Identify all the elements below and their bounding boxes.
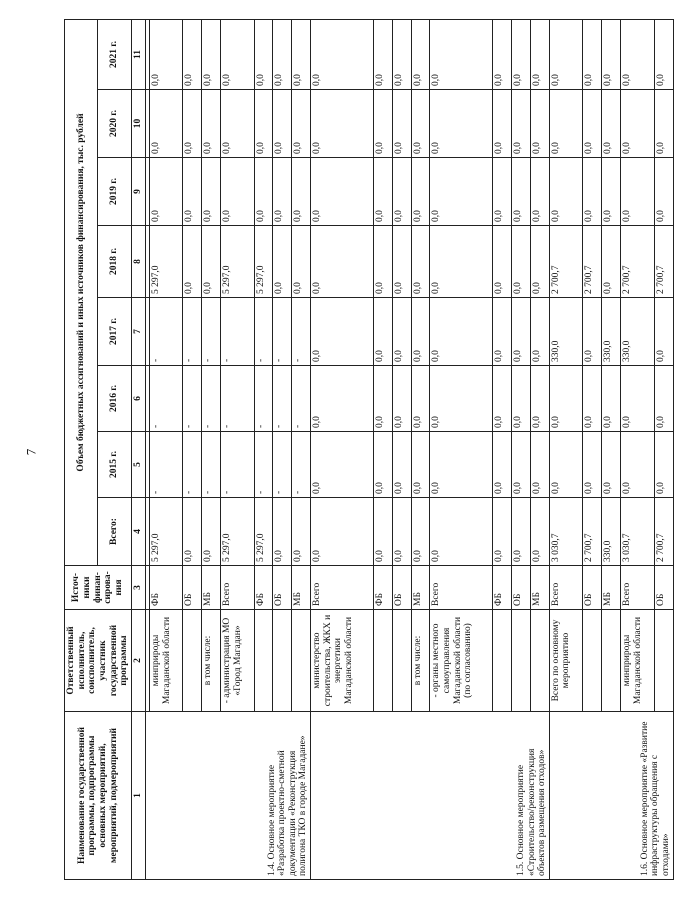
value-cell: 0,0 <box>392 226 411 298</box>
value-cell: 0,0 <box>549 158 583 226</box>
value-cell: 0,0 <box>512 226 531 298</box>
value-cell: 0,0 <box>512 366 531 432</box>
value-cell: 0,0 <box>202 19 221 89</box>
responsible-cell: минприроды Магаданской области <box>620 610 654 712</box>
value-cell: 0,0 <box>430 366 493 432</box>
value-cell: 0,0 <box>493 498 512 566</box>
source-cell: Всего <box>430 566 493 610</box>
value-cell: 0,0 <box>373 298 392 366</box>
value-cell: 0,0 <box>373 158 392 226</box>
header-col-numbers-row <box>131 19 145 879</box>
value-cell: 0,0 <box>602 366 621 432</box>
value-cell: 0,0 <box>202 498 221 566</box>
value-cell: - <box>221 366 255 432</box>
col-number-7: 7 <box>131 298 145 366</box>
value-cell: 0,0 <box>512 19 531 89</box>
source-cell: МБ <box>411 566 430 610</box>
value-cell: 0,0 <box>202 226 221 298</box>
source-cell: ОБ <box>654 566 673 610</box>
value-cell: 0,0 <box>311 19 374 89</box>
value-cell: 0,0 <box>549 19 583 89</box>
value-cell: 0,0 <box>392 498 411 566</box>
source-cell: Всего <box>620 566 654 610</box>
value-cell: 0,0 <box>620 19 654 89</box>
source-cell: Всего <box>549 566 583 610</box>
value-cell: 0,0 <box>221 90 255 158</box>
value-cell: 2 700,7 <box>654 226 673 298</box>
value-cell: 0,0 <box>654 19 673 89</box>
col-number-6: 6 <box>131 366 145 432</box>
value-cell: 0,0 <box>273 498 292 566</box>
header-year-3: 2017 г. <box>98 298 131 366</box>
value-cell: 0,0 <box>620 366 654 432</box>
responsible-cell: Всего по основному мероприятию <box>549 610 583 712</box>
value-cell: 0,0 <box>583 90 602 158</box>
value-cell: 5 297,0 <box>149 226 183 298</box>
value-cell: 0,0 <box>583 366 602 432</box>
value-cell: 330,0 <box>549 298 583 366</box>
value-cell: 0,0 <box>654 298 673 366</box>
source-cell: ФБ <box>254 566 273 610</box>
financing-table <box>64 19 674 880</box>
header-responsible: Ответственный исполнитель, соисполнитель, участник государственной программы <box>65 610 132 712</box>
col-number-3: 3 <box>131 566 145 610</box>
value-cell: 3 030,7 <box>549 498 583 566</box>
measure-name: 1.4. Основное мероприятие «Разработка проектно-сметной документации «Реконструкция полигона ТКО в городе Магадане» <box>145 712 310 880</box>
value-cell: 0,0 <box>392 298 411 366</box>
value-cell: 0,0 <box>373 90 392 158</box>
value-cell: 0,0 <box>311 226 374 298</box>
value-cell: - <box>273 298 292 366</box>
value-cell: 0,0 <box>530 498 549 566</box>
responsible-cell: - администрация МО «Город Магадан» <box>221 610 255 712</box>
value-cell: 0,0 <box>512 90 531 158</box>
value-cell: 0,0 <box>392 366 411 432</box>
value-cell: 0,0 <box>311 498 374 566</box>
col-number-1: 1 <box>131 712 145 880</box>
responsible-cell: министерство строительства, ЖКХ и энергетики Магаданской области <box>311 610 374 712</box>
value-cell: 0,0 <box>602 226 621 298</box>
source-cell: МБ <box>292 566 311 610</box>
value-cell: 0,0 <box>221 158 255 226</box>
value-cell: 0,0 <box>411 226 430 298</box>
value-cell: 0,0 <box>620 158 654 226</box>
col-number-11: 11 <box>131 19 145 89</box>
value-cell: 0,0 <box>530 90 549 158</box>
value-cell: 0,0 <box>183 158 202 226</box>
value-cell: 0,0 <box>530 19 549 89</box>
value-cell: 0,0 <box>549 90 583 158</box>
header-year-5: 2019 г. <box>98 158 131 226</box>
value-cell: 0,0 <box>183 226 202 298</box>
responsible-cell <box>292 610 311 712</box>
value-cell: 0,0 <box>254 90 273 158</box>
value-cell: - <box>254 432 273 498</box>
value-cell: 0,0 <box>512 158 531 226</box>
value-cell: 0,0 <box>430 19 493 89</box>
value-cell: 0,0 <box>583 432 602 498</box>
value-cell: 0,0 <box>493 226 512 298</box>
value-cell: - <box>149 366 183 432</box>
value-cell: 2 700,7 <box>654 498 673 566</box>
col-number-2: 2 <box>131 610 145 712</box>
value-cell: - <box>202 366 221 432</box>
table-row <box>311 19 374 879</box>
value-cell: 0,0 <box>411 158 430 226</box>
value-cell: 0,0 <box>292 158 311 226</box>
value-cell: 0,0 <box>654 158 673 226</box>
measure-name: 1.5. Основное мероприятие «Строительство/реконструкция объектов размещения отходов» <box>311 712 550 880</box>
value-cell: 0,0 <box>311 298 374 366</box>
value-cell: 5 297,0 <box>221 498 255 566</box>
value-cell: 0,0 <box>392 90 411 158</box>
value-cell: 0,0 <box>311 158 374 226</box>
value-cell: 0,0 <box>273 19 292 89</box>
value-cell: 0,0 <box>512 298 531 366</box>
responsible-cell: в том числе: <box>202 610 221 712</box>
value-cell: 0,0 <box>202 90 221 158</box>
value-cell: 0,0 <box>430 432 493 498</box>
header-year-0: Всего: <box>98 498 131 566</box>
source-cell: ОБ <box>583 566 602 610</box>
value-cell: - <box>273 366 292 432</box>
value-cell: 5 297,0 <box>149 498 183 566</box>
value-cell: 3 030,7 <box>620 498 654 566</box>
responsible-cell: минприроды Магаданской области <box>149 610 183 712</box>
value-cell: - <box>221 298 255 366</box>
value-cell: 0,0 <box>493 90 512 158</box>
value-cell: - <box>202 432 221 498</box>
value-cell: 0,0 <box>549 432 583 498</box>
value-cell: 0,0 <box>493 366 512 432</box>
value-cell: 0,0 <box>411 19 430 89</box>
source-cell: МБ <box>530 566 549 610</box>
value-cell: 5 297,0 <box>254 498 273 566</box>
source-cell: МБ <box>202 566 221 610</box>
responsible-cell <box>583 610 602 712</box>
value-cell: 0,0 <box>254 19 273 89</box>
source-cell: МБ <box>602 566 621 610</box>
value-cell: - <box>149 432 183 498</box>
value-cell: 0,0 <box>273 226 292 298</box>
header-source: Источ-ники финан-сирова-ния <box>65 566 132 610</box>
value-cell: 0,0 <box>430 90 493 158</box>
value-cell: 0,0 <box>292 226 311 298</box>
header-year-1: 2015 г. <box>98 432 131 498</box>
value-cell: 0,0 <box>149 19 183 89</box>
header-volume: Объем бюджетных ассигнований и иных источников финансирования, тыс. рублей <box>65 19 98 565</box>
source-cell: ФБ <box>149 566 183 610</box>
value-cell: 0,0 <box>493 19 512 89</box>
value-cell: - <box>183 432 202 498</box>
value-cell: 0,0 <box>493 432 512 498</box>
value-cell: 5 297,0 <box>221 226 255 298</box>
source-cell: ОБ <box>273 566 292 610</box>
source-cell: ФБ <box>493 566 512 610</box>
value-cell: 2 700,7 <box>549 226 583 298</box>
value-cell: 0,0 <box>311 366 374 432</box>
value-cell: - <box>292 366 311 432</box>
value-cell: 0,0 <box>183 498 202 566</box>
col-number-10: 10 <box>131 90 145 158</box>
value-cell: 0,0 <box>549 366 583 432</box>
value-cell: 0,0 <box>530 432 549 498</box>
col-number-4: 4 <box>131 498 145 566</box>
value-cell: 0,0 <box>273 158 292 226</box>
value-cell: - <box>221 432 255 498</box>
value-cell: 0,0 <box>512 498 531 566</box>
source-cell: ОБ <box>183 566 202 610</box>
value-cell: 330,0 <box>620 298 654 366</box>
header-year-7: 2021 г. <box>98 19 131 89</box>
value-cell: 0,0 <box>430 158 493 226</box>
value-cell: 0,0 <box>292 498 311 566</box>
value-cell: 0,0 <box>311 432 374 498</box>
value-cell: 0,0 <box>373 498 392 566</box>
value-cell: 0,0 <box>392 19 411 89</box>
value-cell: - <box>183 366 202 432</box>
responsible-cell <box>254 610 273 712</box>
value-cell: 2 700,7 <box>583 498 602 566</box>
value-cell: 0,0 <box>392 432 411 498</box>
responsible-cell <box>530 610 549 712</box>
table-body <box>145 19 673 879</box>
value-cell: 0,0 <box>373 226 392 298</box>
value-cell: 0,0 <box>530 366 549 432</box>
responsible-cell <box>183 610 202 712</box>
header-year-4: 2018 г. <box>98 226 131 298</box>
value-cell: 0,0 <box>149 158 183 226</box>
value-cell: 0,0 <box>411 298 430 366</box>
value-cell: 0,0 <box>183 19 202 89</box>
value-cell: 0,0 <box>583 298 602 366</box>
source-cell: Всего <box>311 566 374 610</box>
page-number: 7 <box>23 448 39 456</box>
responsible-cell: в том числе: <box>411 610 430 712</box>
value-cell: - <box>292 432 311 498</box>
responsible-cell: - органы местного самоуправления Магаданской области (по согласованию) <box>430 610 493 712</box>
value-cell: 2 700,7 <box>583 226 602 298</box>
header-name: Наименование государственной программы, подпрограммы основных мероприятий, мероприятий, подмероприятий <box>65 712 132 880</box>
responsible-cell <box>654 610 673 712</box>
responsible-cell <box>373 610 392 712</box>
value-cell: 330,0 <box>602 498 621 566</box>
header-year-6: 2020 г. <box>98 90 131 158</box>
value-cell: 0,0 <box>583 158 602 226</box>
value-cell: 0,0 <box>602 158 621 226</box>
value-cell: 330,0 <box>602 298 621 366</box>
source-cell: Всего <box>221 566 255 610</box>
value-cell: 0,0 <box>654 90 673 158</box>
value-cell: 0,0 <box>654 432 673 498</box>
value-cell: 0,0 <box>530 158 549 226</box>
value-cell: 0,0 <box>620 432 654 498</box>
source-cell: ОБ <box>512 566 531 610</box>
measure-name: 1.6. Основное мероприятие «Развитие инфраструктуры обращения с отходами» <box>549 712 673 880</box>
value-cell: 0,0 <box>493 158 512 226</box>
value-cell: 0,0 <box>530 226 549 298</box>
value-cell: 5 297,0 <box>254 226 273 298</box>
value-cell: 0,0 <box>602 432 621 498</box>
value-cell: - <box>273 432 292 498</box>
col-number-8: 8 <box>131 226 145 298</box>
value-cell: 0,0 <box>411 432 430 498</box>
value-cell: 0,0 <box>430 226 493 298</box>
value-cell: 0,0 <box>373 366 392 432</box>
value-cell: 0,0 <box>493 298 512 366</box>
value-cell: 0,0 <box>411 366 430 432</box>
value-cell: 0,0 <box>411 498 430 566</box>
value-cell: 0,0 <box>530 298 549 366</box>
value-cell: 0,0 <box>512 432 531 498</box>
value-cell: - <box>202 298 221 366</box>
source-cell: ОБ <box>392 566 411 610</box>
value-cell: 0,0 <box>273 90 292 158</box>
value-cell: 0,0 <box>292 90 311 158</box>
responsible-cell <box>512 610 531 712</box>
value-cell: - <box>149 298 183 366</box>
value-cell: 0,0 <box>183 90 202 158</box>
col-number-5: 5 <box>131 432 145 498</box>
value-cell: 0,0 <box>602 19 621 89</box>
value-cell: 0,0 <box>430 298 493 366</box>
table-row <box>549 19 583 879</box>
value-cell: 0,0 <box>411 90 430 158</box>
value-cell: - <box>254 366 273 432</box>
value-cell: 0,0 <box>654 366 673 432</box>
col-number-9: 9 <box>131 158 145 226</box>
value-cell: 0,0 <box>583 19 602 89</box>
rotated-page-content <box>64 20 671 880</box>
value-cell: 0,0 <box>311 90 374 158</box>
value-cell: 0,0 <box>292 19 311 89</box>
responsible-cell <box>493 610 512 712</box>
source-cell: ФБ <box>373 566 392 610</box>
value-cell: - <box>254 298 273 366</box>
value-cell: 2 700,7 <box>620 226 654 298</box>
value-cell: 0,0 <box>373 19 392 89</box>
value-cell: 0,0 <box>149 90 183 158</box>
value-cell: 0,0 <box>430 498 493 566</box>
value-cell: - <box>183 298 202 366</box>
responsible-cell <box>602 610 621 712</box>
value-cell: 0,0 <box>254 158 273 226</box>
value-cell: 0,0 <box>373 432 392 498</box>
value-cell: 0,0 <box>221 19 255 89</box>
value-cell: 0,0 <box>620 90 654 158</box>
value-cell: 0,0 <box>392 158 411 226</box>
responsible-cell <box>392 610 411 712</box>
responsible-cell <box>273 610 292 712</box>
value-cell: 0,0 <box>602 90 621 158</box>
value-cell: - <box>292 298 311 366</box>
value-cell: 0,0 <box>202 158 221 226</box>
header-year-2: 2016 г. <box>98 366 131 432</box>
